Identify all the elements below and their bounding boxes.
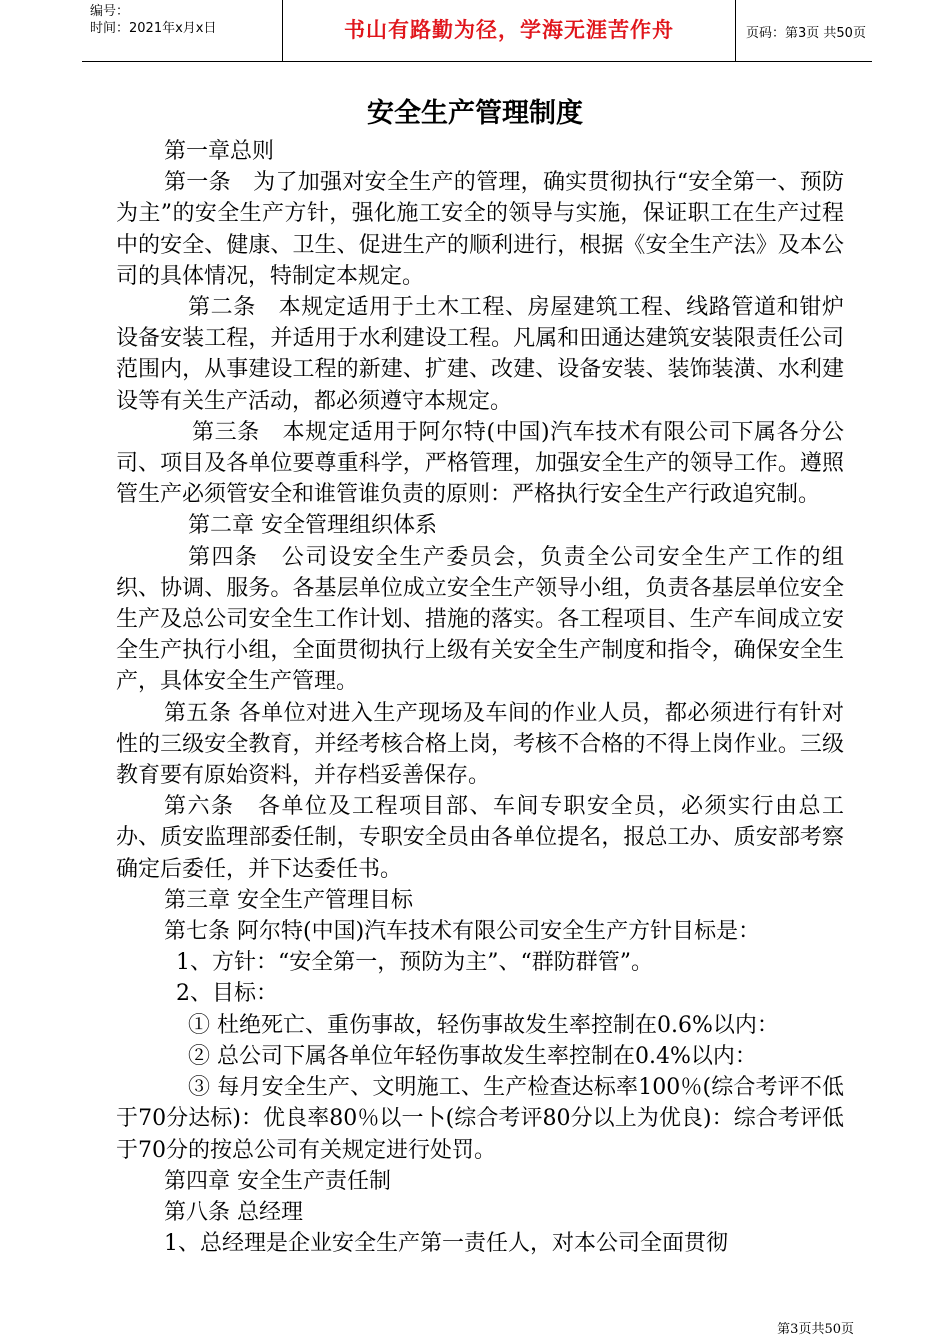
chapter-heading: 第二章 安全管理组织体系: [188, 513, 437, 539]
paragraph: 第三条 本规定适用于阿尔特(中国)汽车技术有限公司下属各分公司、项目及各单位要尊重科学，严格管理，加强安全生产的领导工作。遵照管生产必须管安全和谁管谁负责的原则：严格执行安全生产行政追究制。: [116, 419, 844, 508]
list-item: ① 杜绝死亡、重伤事故，轻伤事故发生率控制在0.6%以内：: [188, 1012, 779, 1038]
paragraph: 第五条 各单位对进入生产现场及车间的作业人员，都必须进行有针对性的三级安全教育，并经考核合格上岗，考核不合格的不得上岗作业。三级教育要有原始资料，并存档妥善保存。: [116, 700, 844, 789]
list-item: ② 总公司下属各单位年轻伤事故发生率控制在0.4%以内：: [188, 1043, 757, 1069]
paragraph: 1、总经理是企业安全生产第一责任人，对本公司全面贯彻: [164, 1231, 728, 1257]
list-item: 2、目标：: [176, 981, 278, 1007]
list-item: ③ 每月安全生产、文明施工、生产检查达标率100％(综合考评不低于70分达标)：优良率80％以一卜(综合考评80分以上为优良)：综合考评低于70分的按总公司有关规定进行处罚。: [116, 1075, 844, 1163]
chapter-heading: 第一章总则: [164, 139, 275, 164]
list-item: 1、方针：“安全第一，预防为主”、“群防群管”。: [176, 950, 653, 976]
paragraph: 第六条 各单位及工程项目部、车间专职安全员，必须实行由总工办、质安监理部委任制，专职安全员由各单位提名，报总工办、质安部考察确定后委任，并下达委任书。: [116, 794, 844, 882]
paragraph: 第四条 公司设安全生产委员会，负责全公司安全生产工作的组织、协调、服务。各基层单位成立安全生产领导小组，负责各基层单位安全生产及总公司安全生工作计划、措施的落实。各工程项目、生产车间成立安全生产执行小组，全面贯彻执行上级有关安全生产制度和指令，确保安全生产，具体安全生产管理。: [116, 544, 844, 695]
header-page-number: 页码：第3页 共50页: [746, 26, 866, 41]
paragraph: 第七条 阿尔特(中国)汽车技术有限公司安全生产方针目标是：: [164, 919, 761, 945]
paragraph: 第一条 为了加强对安全生产的管理，确实贯彻执行“安全第一、预防为主”的安全生产方针，强化施工安全的领导与实施，保证职工在生产过程中的安全、健康、卫生、促进生产的顺利进行，根据《安全生产法》及本公司的具体情况，特制定本规定。: [116, 170, 844, 289]
header-page-cell: [736, 0, 872, 61]
chapter-heading: 第四章 安全生产责任制: [164, 1168, 391, 1194]
document-title: 安全生产管理制度: [367, 98, 583, 129]
document-date: 时间：2021年x月x日: [90, 21, 217, 36]
header-meta-cell: [82, 0, 283, 61]
document-body: [116, 136, 844, 1259]
page-footer: 第3页共50页: [777, 1322, 854, 1337]
page-header: [82, 0, 872, 62]
header-motto: 书山有路勤为径，学海无涯苦作舟: [344, 17, 674, 42]
paragraph: 第二条 本规定适用于土木工程、房屋建筑工程、线路管道和钳炉设备安装工程，并适用于水利建设工程。凡属和田通达建筑安装限责任公司范围内，从事建设工程的新建、扩建、改建、设备安装、装饰装潢、水利建设等有关生产活动，都必须遵守本规定。: [116, 295, 844, 414]
chapter-heading: 第三章 安全生产管理目标: [164, 887, 413, 913]
header-motto-cell: [283, 0, 736, 61]
paragraph: 第八条 总经理: [164, 1199, 303, 1225]
document-number: 编号：: [90, 4, 130, 19]
